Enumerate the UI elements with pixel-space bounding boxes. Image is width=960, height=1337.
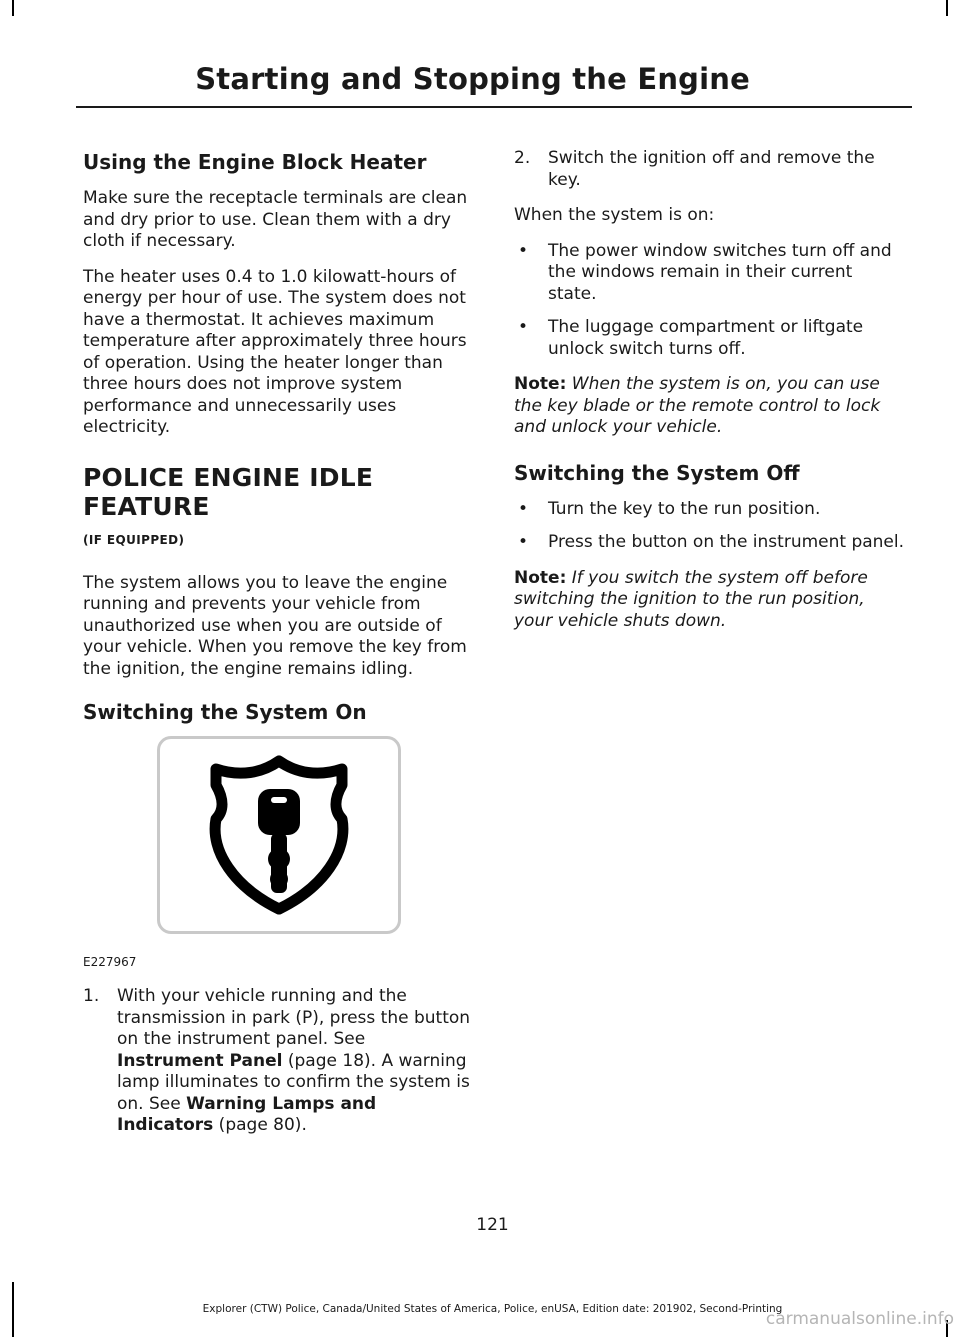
watermark: carmanualsonline.info [765,1309,954,1329]
shield-key-icon [204,755,354,915]
xref-warning-lamps[interactable]: Warning Lamps and Indicators [117,1093,377,1135]
figure-code: E227967 [83,955,137,969]
bullet-list-system-off [514,499,906,554]
left-column [83,142,475,738]
step-text: With your vehicle running and the transmission in park (P), press the button on the instrument panel. See [117,986,471,1049]
note-text: If you switch the system off before switching the ignition to the run position, your vehicle shuts down. [514,567,868,631]
list-item: • Press the button on the instrument panel. [514,532,906,554]
note-key-blade [514,374,906,439]
header-rule [76,106,912,108]
note-shut-down [514,568,906,633]
xref-instrument-panel[interactable]: Instrument Panel [117,1050,283,1071]
note-text: When the system is on, you can use the key blade or the remote control to lock and unlock your vehicle. [514,374,881,437]
heading-switching-on: Switching the System On [83,700,367,724]
edition-footer: Explorer (CTW) Police, Canada/United States of America, Police, enUSA, Edition date: 201902, Second-Printing [202,1303,783,1315]
step-text: Switch the ignition off and remove the key. [548,148,875,190]
paragraph-when-on: When the system is on: [514,205,715,225]
note-label: Note: [514,567,567,588]
crop-mark-top-left [12,0,14,16]
list-item: • The luggage compartment or liftgate unlock switch turns off. [514,317,906,360]
crop-mark-top-right [946,0,948,16]
step-text: (page 18). A warning lamp illuminates to confirm the system is on. See [117,1050,470,1114]
list-item: • The power window switches turn off and the windows remain in their current state. [514,241,906,306]
step-number: 1. [83,986,100,1006]
note-label: Note: [514,374,567,394]
right-column [514,148,906,646]
step-1 [83,986,475,1137]
if-equipped-tag: (IF EQUIPPED) [83,532,185,547]
paragraph-receptacle: Make sure the receptacle terminals are clean and dry prior to use. Clean them with a dry cloth if necessary. [83,188,468,251]
step-list-left [83,986,475,1151]
step-number: 2. [514,148,531,168]
heading-block-heater: Using the Engine Block Heater [83,150,427,174]
paragraph-system-description: The system allows you to leave the engine running and prevents your vehicle from unauthorized use when you are outside of your vehicle. When you remove the key from the ignition, the engine remains idling. [83,572,467,679]
paragraph-heater-energy: The heater uses 0.4 to 1.0 kilowatt-hours of energy per hour of use. The system does not have a thermostat. It achieves maximum temperature after approximately three hours of operation. Using the heater longer than three hours does not improve system performance and unnecessarily uses electricity. [83,266,467,437]
step-text: (page 80). [213,1115,307,1135]
heading-switching-off: Switching the System Off [514,460,800,485]
page-header-title: Starting and Stopping the Engine [195,62,750,96]
police-idle-figure [157,736,401,934]
step-2 [514,148,906,191]
bullet-list-system-on [514,241,906,361]
page-number: 121 [476,1215,509,1235]
list-item: • Turn the key to the run position. [514,499,906,521]
heading-police-idle: POLICE ENGINE IDLE FEATURE [83,462,374,521]
